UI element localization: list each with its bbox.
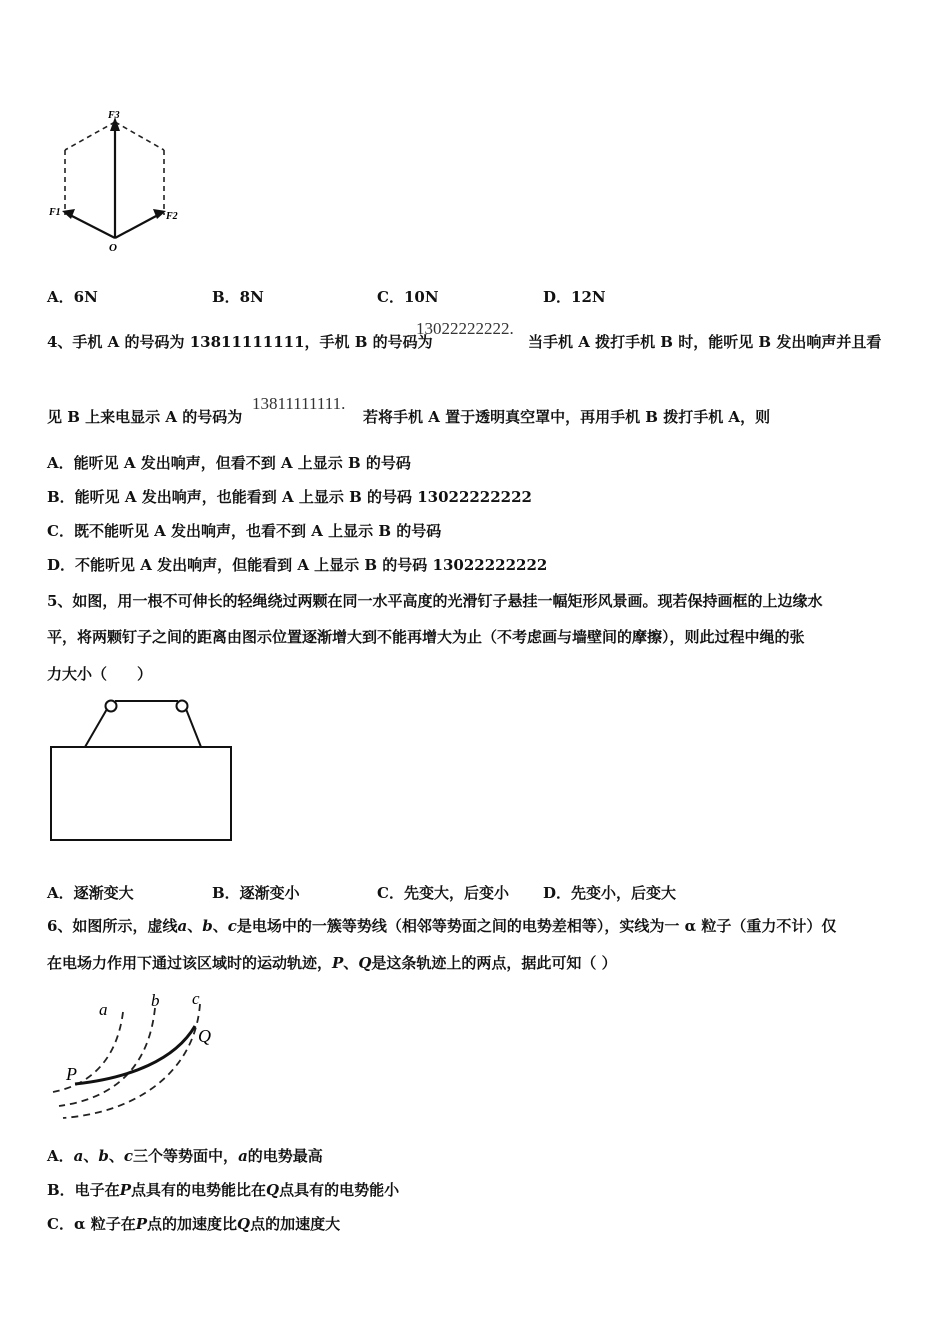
q6-opt-b-mid: 点具有的电势能比在: [130, 1181, 266, 1199]
label-f2: F2: [166, 211, 178, 222]
q3-option-a: A．6N: [47, 288, 98, 306]
label-f3: F3: [108, 110, 120, 121]
q6-opt-b-var-p: P: [119, 1181, 131, 1199]
q6-line2: [47, 953, 617, 973]
q6-option-c: [47, 1214, 340, 1234]
fig-label-p: P: [66, 1064, 77, 1084]
q5-option-d: D．先变小，后变大: [543, 884, 677, 902]
q6-line2-end: 是这条轨迹上的两点，据此可知（ ）: [371, 954, 617, 972]
q5-line2: 平，将两颗钉子之间的距离由图示位置逐渐增大到不能再增大为止（不考虑画与墙壁间的摩擦），则此过程中绳的张: [47, 628, 805, 646]
q6-line1-start: 6、如图所示，虚线: [47, 917, 178, 935]
q5-line3: 力大小（ ）: [47, 665, 153, 683]
q4-option-d: D．不能听见 A 发出响声，但能看到 A 上显示 B 的号码 13022222222: [47, 556, 548, 574]
q6-var-b: b: [202, 917, 213, 935]
q6-option-b: [47, 1180, 399, 1200]
q5-option-b: B．逐渐变小: [212, 884, 300, 902]
q3-option-b: B．8N: [212, 288, 264, 306]
q6-option-a: [47, 1146, 323, 1166]
q5-line1: 5、如图，用一根不可伸长的轻绳绕过两颗在同一水平高度的光滑钉子悬挂一幅矩形风景画。现若保持画框的上边缘水: [47, 592, 823, 610]
q6-opt-a-post: 的电势最高: [247, 1147, 323, 1165]
q6-opt-a-var-c: c: [123, 1147, 134, 1165]
q6-var-p: P: [332, 954, 344, 972]
q6-opt-a-var-b: b: [98, 1147, 109, 1165]
q4-line1-end: 当手机 A 拨打手机 B 时，能听见 B 发出响声并且看: [528, 333, 882, 351]
q6-opt-a-sep2: 、: [108, 1147, 124, 1165]
q4-line2-start: 见 B 上来电显示 A 的号码为: [47, 408, 243, 426]
q6-sep1: 、: [187, 917, 203, 935]
q4-option-c: C．既不能听见 A 发出响声，也看不到 A 上显示 B 的号码: [47, 522, 442, 540]
q6-opt-a-pre: A．: [47, 1147, 74, 1165]
q6-var-q: Q: [358, 954, 372, 972]
q6-opt-c-pre: C．α 粒子在: [47, 1215, 136, 1233]
q6-opt-a-var-a2: a: [238, 1147, 248, 1165]
q6-var-a: a: [177, 917, 188, 935]
q6-var-c: c: [227, 917, 237, 935]
hanging-picture-figure: [45, 695, 240, 850]
q3-option-c: C．10N: [377, 288, 439, 306]
q6-sep2: 、: [212, 917, 228, 935]
q6-line1-end: 是电场中的一簇等势线（相邻等势面之间的电势差相等），实线为一 α 粒子（重力不计）仅: [236, 917, 837, 935]
q6-opt-b-var-q: Q: [265, 1181, 280, 1199]
q6-sep3: 、: [343, 954, 359, 972]
label-o: O: [109, 242, 117, 254]
force-hexagon-figure: [40, 105, 180, 260]
q4-line2-end: 若将手机 A 置于透明真空罩中，再用手机 B 拨打手机 A，则: [363, 408, 771, 426]
q4-number-b: 13022222222.: [416, 319, 514, 338]
fig-label-a: a: [99, 1000, 108, 1019]
q4-line1-start: 4、手机 A 的号码为 13811111111，手机 B 的号码为: [47, 333, 433, 351]
fig-label-b: b: [151, 991, 160, 1010]
q6-opt-a-sep1: 、: [83, 1147, 99, 1165]
q4-option-a: A．能听见 A 发出响声，但看不到 A 上显示 B 的号码: [47, 454, 411, 472]
q6-opt-c-var-p: P: [135, 1215, 147, 1233]
q6-opt-b-pre: B．电子在: [47, 1181, 120, 1199]
label-f1: F1: [49, 207, 61, 218]
q6-opt-c-var-q: Q: [237, 1215, 251, 1233]
q3-option-d: D．12N: [543, 288, 606, 306]
q4-number-a: 13811111111.: [252, 394, 346, 413]
q5-option-c: C．先变大，后变小: [377, 884, 509, 902]
equipotential-figure: [45, 990, 225, 1120]
fig-label-c: c: [192, 989, 200, 1008]
q6-opt-c-post: 点的加速度大: [250, 1215, 341, 1233]
q4-option-b: B．能听见 A 发出响声，也能看到 A 上显示 B 的号码 13022222222: [47, 488, 532, 506]
q6-line1: [47, 916, 836, 936]
q6-opt-a-mid: 三个等势面中，: [133, 1147, 239, 1165]
q6-opt-a-var-a: a: [73, 1147, 84, 1165]
q6-opt-b-post: 点具有的电势能小: [279, 1181, 400, 1199]
q6-opt-c-mid: 点的加速度比: [147, 1215, 238, 1233]
fig-label-q: Q: [198, 1026, 211, 1046]
q5-option-a: A．逐渐变大: [47, 884, 134, 902]
q6-line2-start: 在电场力作用下通过该区域时的运动轨迹，: [47, 954, 333, 972]
